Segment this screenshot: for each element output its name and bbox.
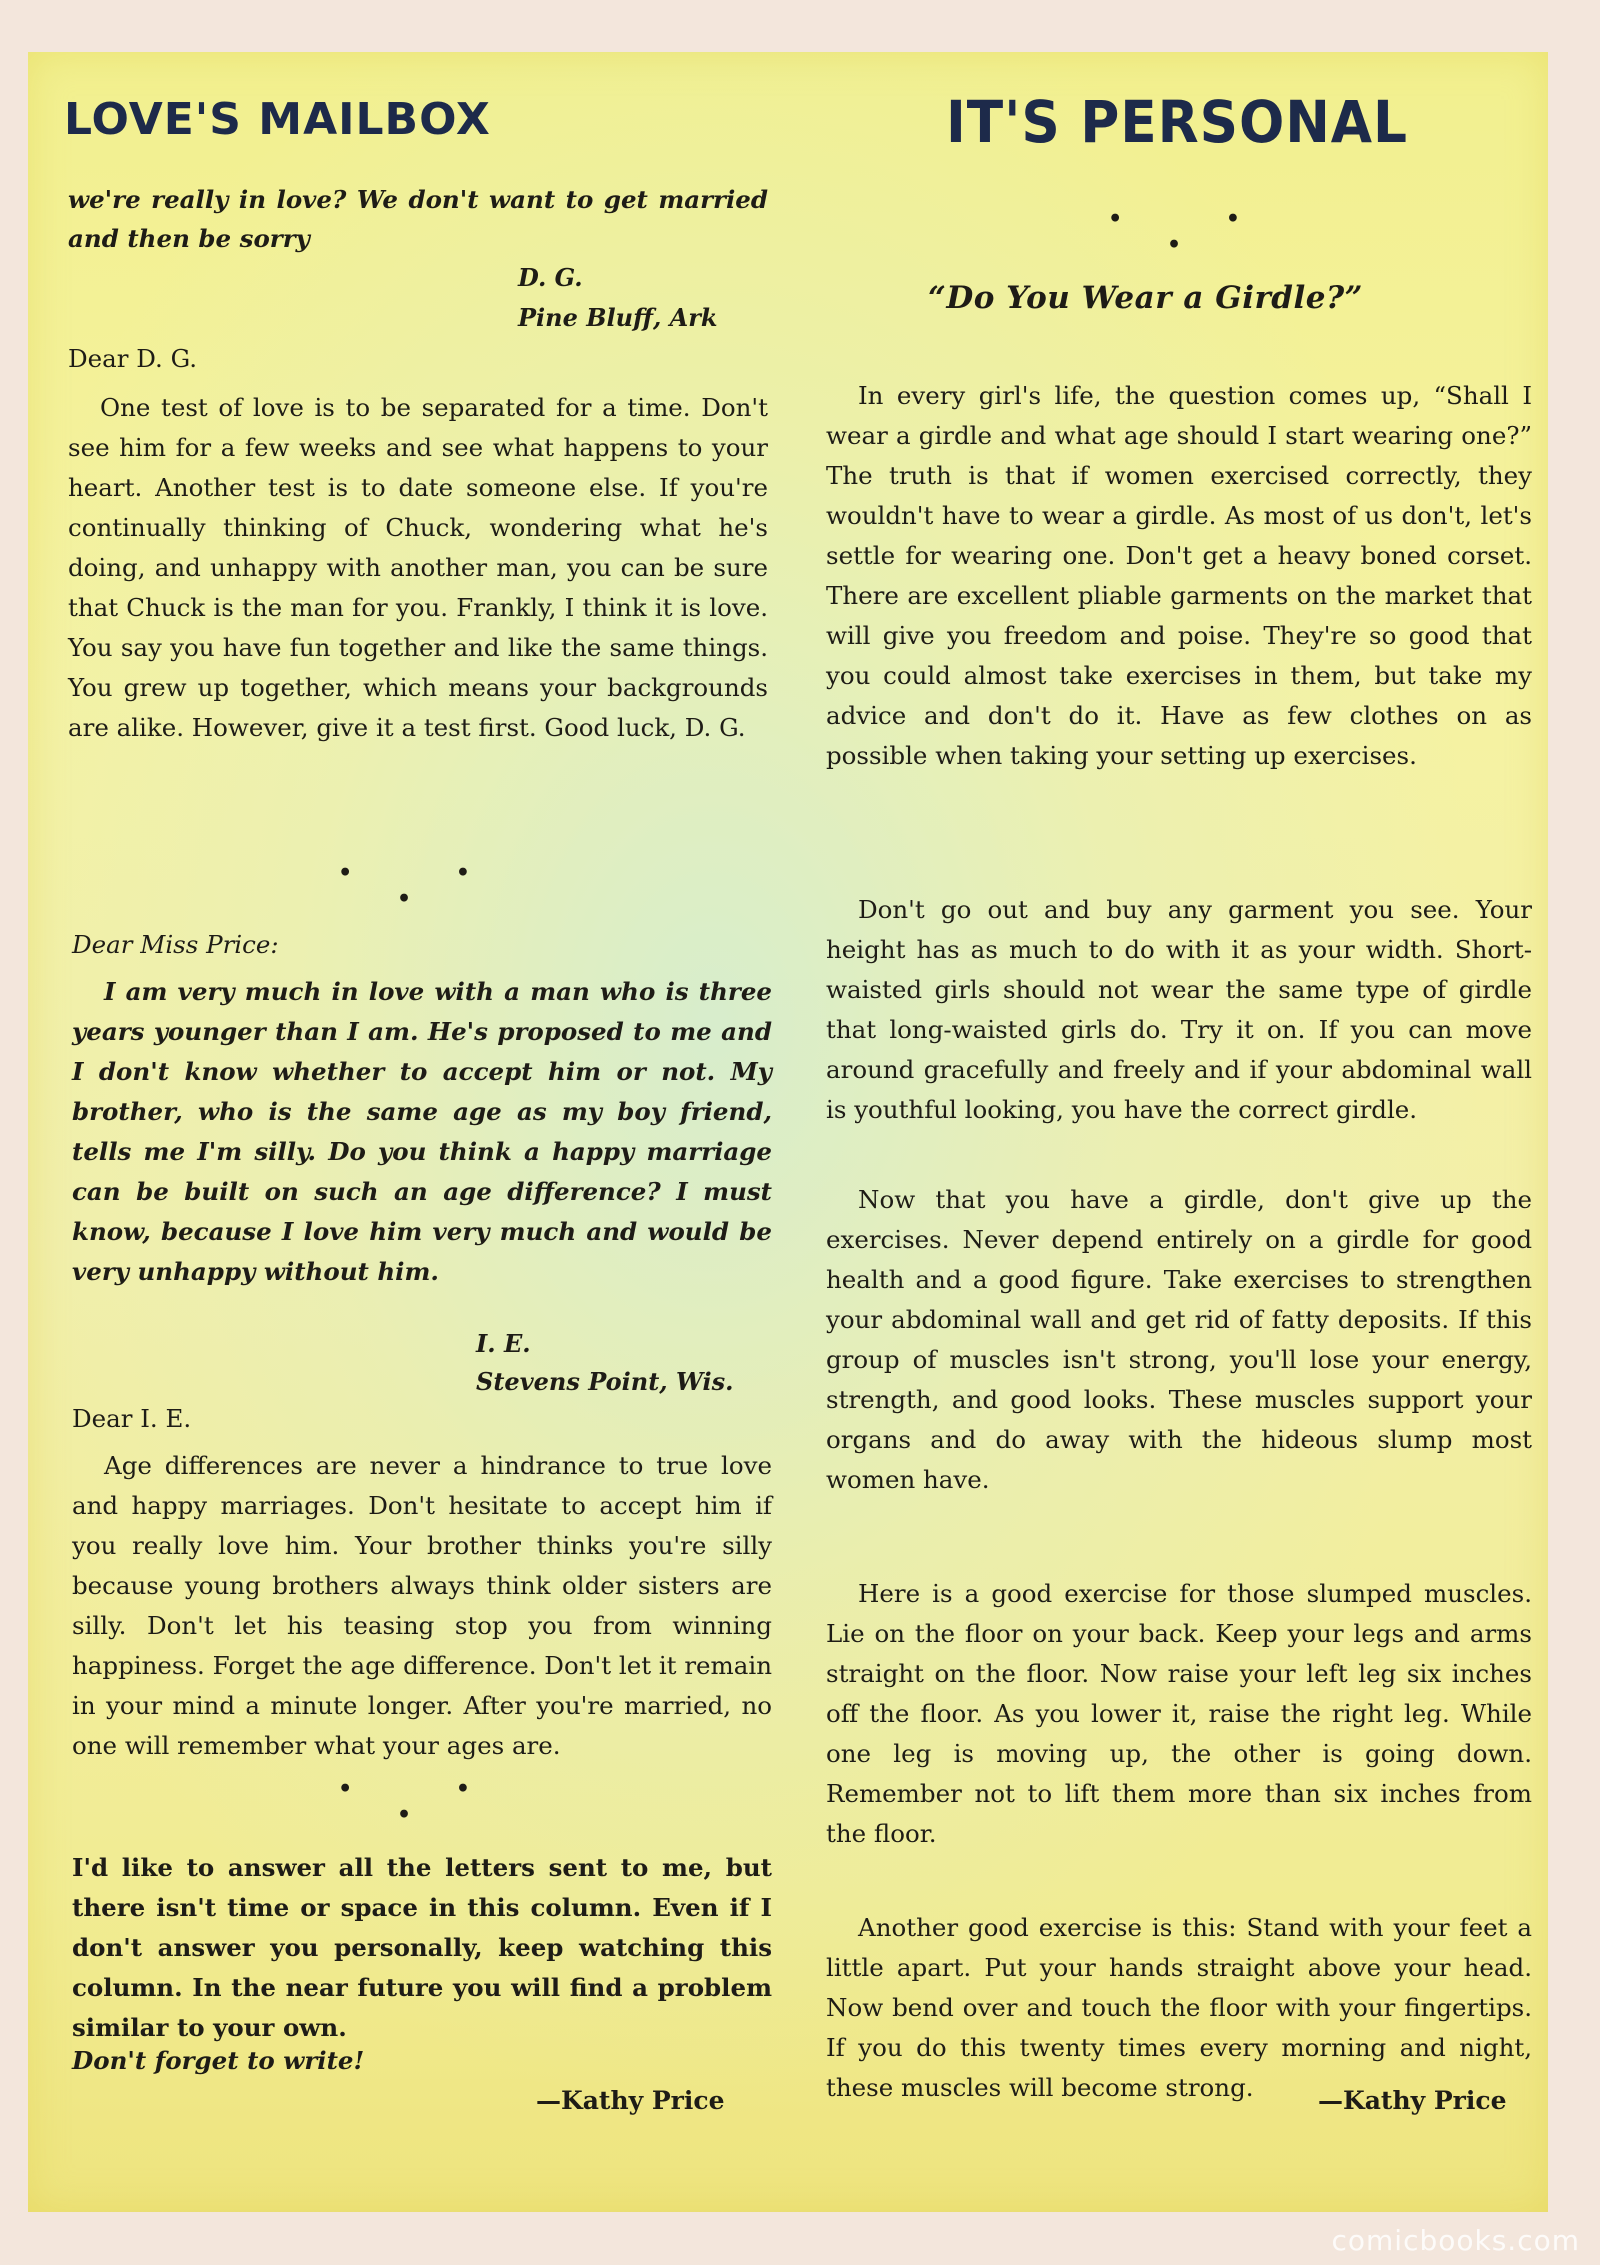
article-paragraph: Another good exercise is this: Stand with your feet a little apart. Put your hands straight above your head. Now bend over and touch the floor with your fingertips. If you do this twenty times every morning and night, these muscles will become strong. xyxy=(826,1913,1532,2102)
left-credit: —Kathy Price xyxy=(536,2086,725,2115)
right-credit: —Kathy Price xyxy=(1318,2086,1507,2115)
article-paragraph: In every girl's life, the question comes up, “Shall I wear a girdle and what age should I start wearing one?” The truth is that if women exercised correctly, they wouldn't have to wear a girdle. As most of us don't, let's settle for wearing one. Don't get a heavy boned corset. There are excellent pliable garments on the market that will give you freedom and poise. They're so good that you could almost take exercises in them, but take my advice and don't do it. Have as few clothes on as possible when taking your setting up exercises. xyxy=(826,381,1532,770)
column-header-loves-mailbox: LOVE'S MAILBOX xyxy=(64,94,491,145)
reply2-salutation: Dear I. E. xyxy=(72,1404,192,1433)
site-watermark: comicbooks.com xyxy=(1331,2224,1580,2257)
letter2-salutation: Dear Miss Price: xyxy=(72,930,279,959)
article-paragraph: Now that you have a girdle, don't give up the exercises. Never depend entirely on a girdle for good health and a good figure. Take exercises to strengthen your abdominal wall and get rid of fatty deposits. If this group of muscles isn't strong, you'll lose your energy, strength, and good looks. These muscles support your organs and do away with the hideous slump most women have. xyxy=(826,1185,1532,1494)
letter1-sig-place: Pine Bluff, Ark xyxy=(518,303,718,332)
closing-italic: Don't forget to write! xyxy=(72,2046,365,2075)
letter2-sig-place: Stevens Point, Wis. xyxy=(476,1367,734,1396)
reply2-body: Age differences are never a hindrance to true love and happy marriages. Don't hesitate to accept him if you really love him. Your brother thinks you're silly because young brothers always think older sisters are silly. Don't let his teasing stop you from winning happiness. Forget the age difference. Don't let it remain in your mind a minute longer. After you're married, no one will remember what your ages are. xyxy=(72,1451,772,1760)
letter1-tail: we're really in love? We don't want to get married and then be sorry xyxy=(68,185,768,253)
letter1-sig-name: D. G. xyxy=(518,263,583,292)
article-paragraph: Here is a good exercise for those slumped muscles. Lie on the floor on your back. Keep your legs and arms straight on the floor. Now raise your left leg six inches off the floor. As you lower it, raise the right leg. While one leg is moving up, the other is going down. Remember not to lift them more than six inches from the floor. xyxy=(826,1579,1532,1848)
letter2-sig-name: I. E. xyxy=(476,1329,531,1358)
magazine-page xyxy=(28,52,1548,2212)
article-subtitle: “Do You Wear a Girdle?” xyxy=(928,280,1363,316)
separator-dots: • • • xyxy=(338,860,518,912)
separator-dots: • • • xyxy=(338,1776,518,1828)
reply1-body: One test of love is to be separated for a time. Don't see him for a few weeks and see what happens to your heart. Another test is to date someone else. If you're continually thinking of Chuck, wondering what he's doing, and unhappy with another man, you can be sure that Chuck is the man for you. Frankly, I think it is love. You say you have fun together and like the same things. You grew up together, which means your backgrounds are alike. However, give it a test first. Good luck, D. G. xyxy=(68,393,768,742)
reply1-salutation: Dear D. G. xyxy=(68,344,198,373)
article-paragraph: Don't go out and buy any garment you see. Your height has as much to do with it as your width. Short-waisted girls should not wear the same type of girdle that long-waisted girls do. Try it on. If you can move around gracefully and freely and if your abdominal wall is youthful looking, you have the correct girdle. xyxy=(826,895,1532,1124)
column-header-its-personal: IT'S PERSONAL xyxy=(946,88,1408,156)
letter2-body: I am very much in love with a man who is three years younger than I am. He's proposed to me and I don't know whether to accept him or not. My brother, who is the same age as my boy friend, tells me I'm silly. Do you think a happy marriage can be built on such an age difference? I must know, because I love him very much and would be very unhappy without him. xyxy=(72,977,772,1286)
separator-dots: • • • xyxy=(1108,206,1288,258)
closing-body: I'd like to answer all the letters sent to me, but there isn't time or space in this column. Even if I don't answer you personally, keep watching this column. In the near future you will find a problem similar to your own. xyxy=(72,1853,772,2042)
